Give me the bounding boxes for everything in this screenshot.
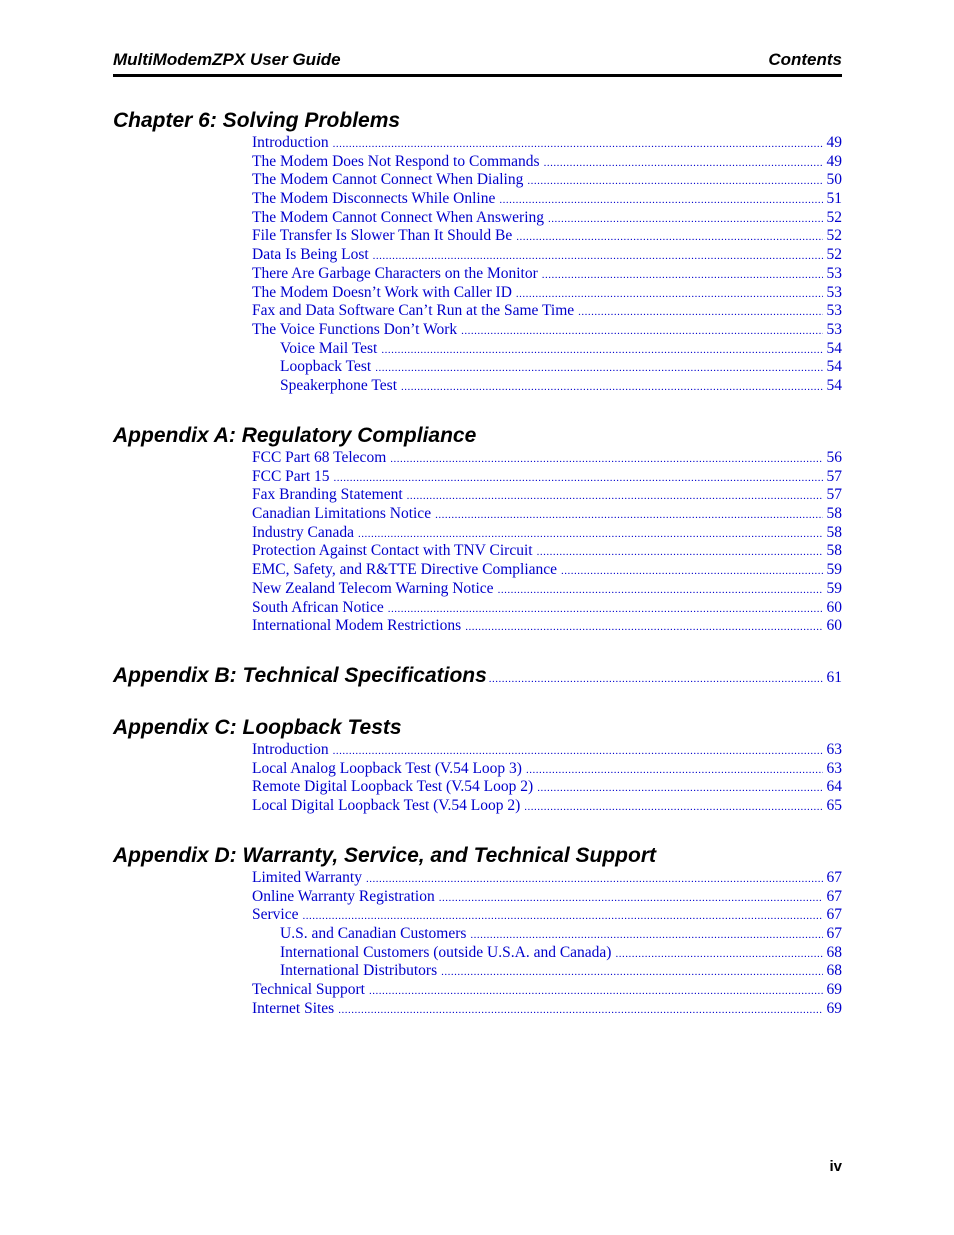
toc-entry-title: Loopback Test <box>280 358 372 376</box>
dot-leader <box>499 191 822 210</box>
toc-entry-link[interactable] <box>252 925 842 944</box>
dot-leader <box>358 525 822 544</box>
dot-leader <box>489 673 823 685</box>
dot-leader <box>465 618 822 637</box>
toc-entry-link[interactable] <box>252 321 842 340</box>
toc-entry-link[interactable] <box>252 741 842 760</box>
toc-entry-page: 51 <box>826 190 842 208</box>
toc-entry-title: Fax and Data Software Can’t Run at the Same Time <box>252 302 575 320</box>
dot-leader <box>578 303 822 322</box>
dot-leader <box>375 359 822 378</box>
toc-entry-title: Speakerphone Test <box>280 376 397 394</box>
document-title: MultiModemZPX User Guide <box>113 50 341 69</box>
dot-leader <box>401 378 823 397</box>
toc-entry-page: 50 <box>826 171 842 189</box>
toc-entry-link[interactable] <box>252 1000 842 1019</box>
dot-leader <box>338 1001 822 1020</box>
toc-entry-link[interactable] <box>252 377 842 396</box>
section-appendix-d <box>113 843 842 1019</box>
toc-entry-title: Local Digital Loopback Test (V.54 Loop 2) <box>252 797 521 815</box>
toc-entry-title: FCC Part 68 Telecom <box>252 449 387 466</box>
dot-leader <box>333 742 823 761</box>
toc-entry-title: New Zealand Telecom Warning Notice <box>252 579 494 597</box>
toc-entry-link[interactable] <box>252 617 842 636</box>
toc-entry-title: File Transfer Is Slower Than It Should Be <box>252 227 513 245</box>
toc-entry-title: The Modem Disconnects While Online <box>252 190 496 208</box>
toc-entry-page: 53 <box>826 283 842 301</box>
dot-leader <box>526 761 823 780</box>
section-title: Appendix C: Loopback Tests <box>113 716 402 739</box>
dot-leader <box>366 870 823 889</box>
toc-entry-link[interactable] <box>252 486 842 505</box>
page-footer-number: iv <box>829 1158 842 1175</box>
toc-entry-page: 53 <box>826 264 842 282</box>
toc-entry-link[interactable] <box>252 797 842 816</box>
toc-entry-link[interactable] <box>252 265 842 284</box>
toc-entry-title: Data Is Being Lost <box>252 246 369 264</box>
toc-entry-link[interactable] <box>252 246 842 265</box>
dot-leader <box>544 154 823 173</box>
section-chapter-6 <box>113 108 842 396</box>
toc-entry-title: Local Analog Loopback Test (V.54 Loop 3) <box>252 759 522 777</box>
toc-entry-title: The Voice Functions Don’t Work <box>252 320 458 338</box>
toc-entry-page: 67 <box>826 906 842 924</box>
toc-entry-link[interactable] <box>252 542 842 561</box>
toc-entry-page: 69 <box>826 999 842 1017</box>
dot-leader <box>369 982 823 1001</box>
toc-entry-page: 63 <box>826 741 842 758</box>
section-title: Appendix D: Warranty, Service, and Technical Support <box>113 844 657 867</box>
section-title: Chapter 6: Solving Problems <box>113 109 401 132</box>
dot-leader <box>516 285 823 304</box>
toc-entry-title: Limited Warranty <box>252 869 362 886</box>
dot-leader <box>333 135 823 154</box>
dot-leader <box>390 450 822 469</box>
toc-entries <box>252 741 842 816</box>
dot-leader <box>548 210 822 229</box>
toc-entry-page: 68 <box>826 943 842 961</box>
toc-entry-link[interactable] <box>252 561 842 580</box>
toc-entry-title: Introduction <box>252 134 329 151</box>
toc-entry-link[interactable] <box>252 981 842 1000</box>
toc-entry-link[interactable] <box>252 468 842 487</box>
dot-leader <box>470 926 822 945</box>
toc-entry-title: Technical Support <box>252 981 365 999</box>
toc-entry-page: 49 <box>826 152 842 170</box>
toc-entry-title: FCC Part 15 <box>252 467 330 485</box>
dot-leader <box>527 172 822 191</box>
toc-entry-title: There Are Garbage Characters on the Monitor <box>252 264 538 282</box>
toc-entry-page: 58 <box>826 505 842 523</box>
section-appendix-b[interactable] <box>113 663 842 689</box>
toc-entry-link[interactable] <box>252 869 842 888</box>
toc-entry-title: The Modem Doesn’t Work with Caller ID <box>252 283 512 301</box>
toc-entry-page: 60 <box>826 598 842 616</box>
page-header <box>113 48 842 77</box>
page-number-link[interactable]: 61 <box>826 669 842 686</box>
toc-entry-page: 67 <box>826 887 842 905</box>
toc-entry-page: 53 <box>826 320 842 338</box>
dot-leader <box>537 779 822 798</box>
toc-entry-page: 57 <box>826 467 842 485</box>
toc-entry-page: 67 <box>826 925 842 943</box>
toc-entry-link[interactable] <box>252 906 842 925</box>
toc-entry-page: 68 <box>826 962 842 980</box>
section-title: Appendix A: Regulatory Compliance <box>113 424 477 447</box>
toc-entry-page: 59 <box>826 561 842 579</box>
toc-entry-title: Service <box>252 906 299 924</box>
toc-entry-page: 54 <box>826 339 842 357</box>
toc-entry-title: South African Notice <box>252 598 384 616</box>
toc-entry-link[interactable] <box>252 888 842 907</box>
dot-leader <box>537 543 823 562</box>
toc-entry-page: 54 <box>826 376 842 394</box>
toc-entry-link[interactable] <box>252 358 842 377</box>
toc-entry-link[interactable] <box>252 449 842 468</box>
toc-entries <box>252 134 842 396</box>
toc-entry-title: Protection Against Contact with TNV Circuit <box>252 542 533 560</box>
dot-leader <box>381 341 822 360</box>
toc-entry-link[interactable] <box>252 284 842 303</box>
toc-entries <box>252 869 842 1019</box>
dot-leader <box>334 469 823 488</box>
toc-entry-link[interactable] <box>252 153 842 172</box>
toc-entry-page: 52 <box>826 246 842 264</box>
toc-entry-title: Voice Mail Test <box>280 339 378 357</box>
toc-entry-page: 59 <box>826 579 842 597</box>
dot-leader <box>542 266 823 285</box>
toc-entry-page: 52 <box>826 208 842 226</box>
toc-entry-page: 67 <box>826 869 842 886</box>
dot-leader <box>615 945 822 964</box>
toc-entry-link[interactable] <box>252 944 842 963</box>
toc-entry-title: U.S. and Canadian Customers <box>280 925 467 943</box>
dot-leader <box>524 798 822 817</box>
dot-leader <box>439 889 823 908</box>
toc-entry-link[interactable] <box>252 580 842 599</box>
toc-entry-page: 49 <box>826 134 842 151</box>
toc-entry-link[interactable] <box>252 134 842 153</box>
dot-leader <box>516 228 822 247</box>
toc-entry-title: The Modem Cannot Connect When Answering <box>252 208 545 226</box>
section-appendix-c <box>113 715 842 816</box>
toc-entry-link[interactable] <box>252 505 842 524</box>
dot-leader <box>407 487 823 506</box>
toc-entry-link[interactable] <box>252 227 842 246</box>
toc-entry-link[interactable] <box>252 209 842 228</box>
toc-entry-page: 56 <box>826 449 842 466</box>
dot-leader <box>435 506 822 525</box>
toc-entry-page: 53 <box>826 302 842 320</box>
dot-leader <box>302 907 822 926</box>
toc-entry-title: Remote Digital Loopback Test (V.54 Loop 2) <box>252 778 534 796</box>
toc-entry-title: International Modem Restrictions <box>252 617 462 635</box>
toc-entry-title: The Modem Does Not Respond to Commands <box>252 152 540 170</box>
dot-leader <box>461 322 822 341</box>
toc-entry-page: 69 <box>826 981 842 999</box>
toc-entry-page: 58 <box>826 542 842 560</box>
toc-entry-page: 57 <box>826 486 842 504</box>
dot-leader <box>373 247 823 266</box>
header-section-name: Contents <box>768 50 842 69</box>
toc-entry-link[interactable] <box>252 778 842 797</box>
toc-entry-link[interactable] <box>252 524 842 543</box>
toc-entry-link[interactable] <box>252 171 842 190</box>
toc-entry-title: EMC, Safety, and R&TTE Directive Compliance <box>252 561 558 579</box>
toc-entry-link[interactable] <box>252 962 842 981</box>
toc-entry-page: 65 <box>826 797 842 815</box>
toc-entry-title: Fax Branding Statement <box>252 486 403 504</box>
toc-entry-title: International Customers (outside U.S.A. and Canada) <box>280 943 612 961</box>
toc-entry-page: 54 <box>826 358 842 376</box>
dot-leader <box>388 600 823 619</box>
dot-leader <box>441 963 822 982</box>
toc-entry-page: 58 <box>826 523 842 541</box>
section-appendix-a <box>113 423 842 636</box>
dot-leader <box>498 581 823 600</box>
section-title: Appendix B: Technical Specifications <box>113 664 487 687</box>
toc-entry-page: 64 <box>826 778 842 796</box>
toc-entries <box>252 449 842 636</box>
toc-entry-title: International Distributors <box>280 962 438 980</box>
toc-entry-title: Industry Canada <box>252 523 355 541</box>
toc-entry-title: Introduction <box>252 741 329 758</box>
toc-entry-link[interactable] <box>252 760 842 779</box>
toc-entry-link[interactable] <box>252 302 842 321</box>
toc-entry-title: Canadian Limitations Notice <box>252 505 432 523</box>
toc-entry-page: 52 <box>826 227 842 245</box>
toc-entry-page: 60 <box>826 617 842 635</box>
toc-entry-link[interactable] <box>252 340 842 359</box>
toc-entry-link[interactable] <box>252 190 842 209</box>
toc-entry-title: Internet Sites <box>252 999 335 1017</box>
dot-leader <box>561 562 822 581</box>
toc-entry-page: 63 <box>826 759 842 777</box>
toc-entry-title: Online Warranty Registration <box>252 887 435 905</box>
toc-entry-link[interactable] <box>252 599 842 618</box>
toc-entry-title: The Modem Cannot Connect When Dialing <box>252 171 524 189</box>
